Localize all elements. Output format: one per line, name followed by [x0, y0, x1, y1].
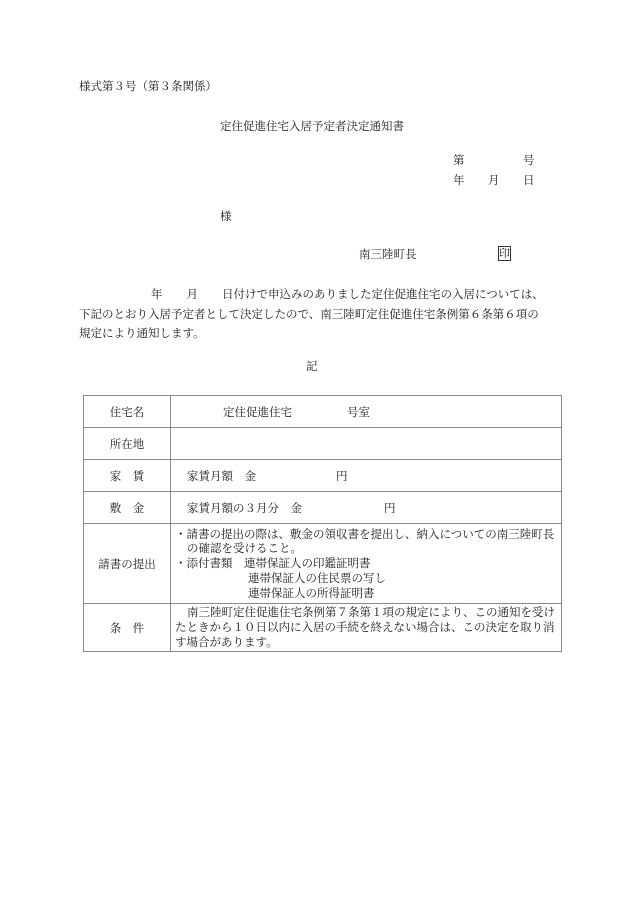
value-rent — [171, 460, 562, 492]
label-conditions: 条 件 — [84, 604, 171, 652]
housing-name-text: 定住促進住宅 — [223, 404, 292, 419]
body-line-1-text: 日付けで申込みのありました定住促進住宅の入居については、 — [222, 287, 544, 301]
table-row-housing-name — [84, 396, 562, 428]
body-month: 月 — [186, 287, 198, 301]
form-number: 様式第３号（第３条関係） — [79, 79, 217, 93]
submission-line-3: ・添付書類 連帯保証人の印鑑証明書 — [175, 556, 371, 571]
ki-heading: 記 — [306, 359, 318, 373]
conditions-line-2: たときから１０日以内に入居の手続を終えない場合は、この決定を取り消 — [175, 620, 555, 634]
body-line-3: 規定により通知します。 — [79, 326, 205, 340]
submission-line-5: 連帯保証人の所得証明書 — [248, 585, 375, 600]
value-housing-name — [171, 396, 562, 428]
label-rent: 家 賃 — [84, 460, 171, 492]
recipient-honorific: 様 — [220, 209, 232, 223]
table-row-rent — [84, 460, 562, 492]
rent-text: 家賃月額 金 — [187, 468, 256, 483]
submission-line-4: 連帯保証人の住民票の写し — [248, 570, 386, 585]
details-table — [83, 395, 562, 652]
conditions-line-3: す場合があります。 — [175, 635, 278, 649]
table-row-pledge-submission — [84, 524, 562, 604]
table-row-conditions — [84, 604, 562, 652]
label-housing-name: 住宅名 — [84, 396, 171, 428]
body-year: 年 — [151, 287, 163, 301]
label-pledge-submission: 請書の提出 — [84, 524, 171, 604]
conditions-line-1: 南三陸町定住促進住宅条例第７条第１項の規定により、この通知を受け — [187, 605, 555, 619]
issuer-name: 南三陸町長 — [359, 247, 417, 261]
document-title: 定住促進住宅入居予定者決定通知書 — [220, 119, 404, 133]
value-conditions — [171, 604, 562, 652]
submission-line-1: ・請書の提出の際は、敷金の領収書を提出し、納入についての南三陸町長 — [175, 526, 555, 541]
submission-line-2: の確認を受けること。 — [187, 541, 302, 556]
date-month: 月 — [488, 173, 500, 187]
label-location: 所在地 — [84, 428, 171, 460]
room-number-suffix: 号室 — [347, 404, 370, 419]
issue-number-suffix: 号 — [523, 153, 535, 167]
body-line-1 — [79, 285, 559, 305]
deposit-text: 家賃月額の３月分 金 — [187, 500, 302, 515]
body-paragraph — [79, 285, 559, 344]
value-location — [171, 428, 562, 460]
table-row-location — [84, 428, 562, 460]
date-day: 日 — [523, 173, 535, 187]
seal-stamp-icon: 印 — [499, 247, 510, 260]
value-pledge-submission — [171, 524, 562, 604]
body-line-2: 下記のとおり入居予定者として決定したので、南三陸町定住促進住宅条例第６条第６項の — [79, 306, 539, 321]
label-deposit: 敷 金 — [84, 492, 171, 524]
value-deposit — [171, 492, 562, 524]
date-year: 年 — [453, 173, 465, 187]
table-row-deposit — [84, 492, 562, 524]
issue-number-prefix: 第 — [453, 153, 465, 167]
deposit-yen: 円 — [384, 500, 396, 515]
rent-yen: 円 — [336, 468, 348, 483]
